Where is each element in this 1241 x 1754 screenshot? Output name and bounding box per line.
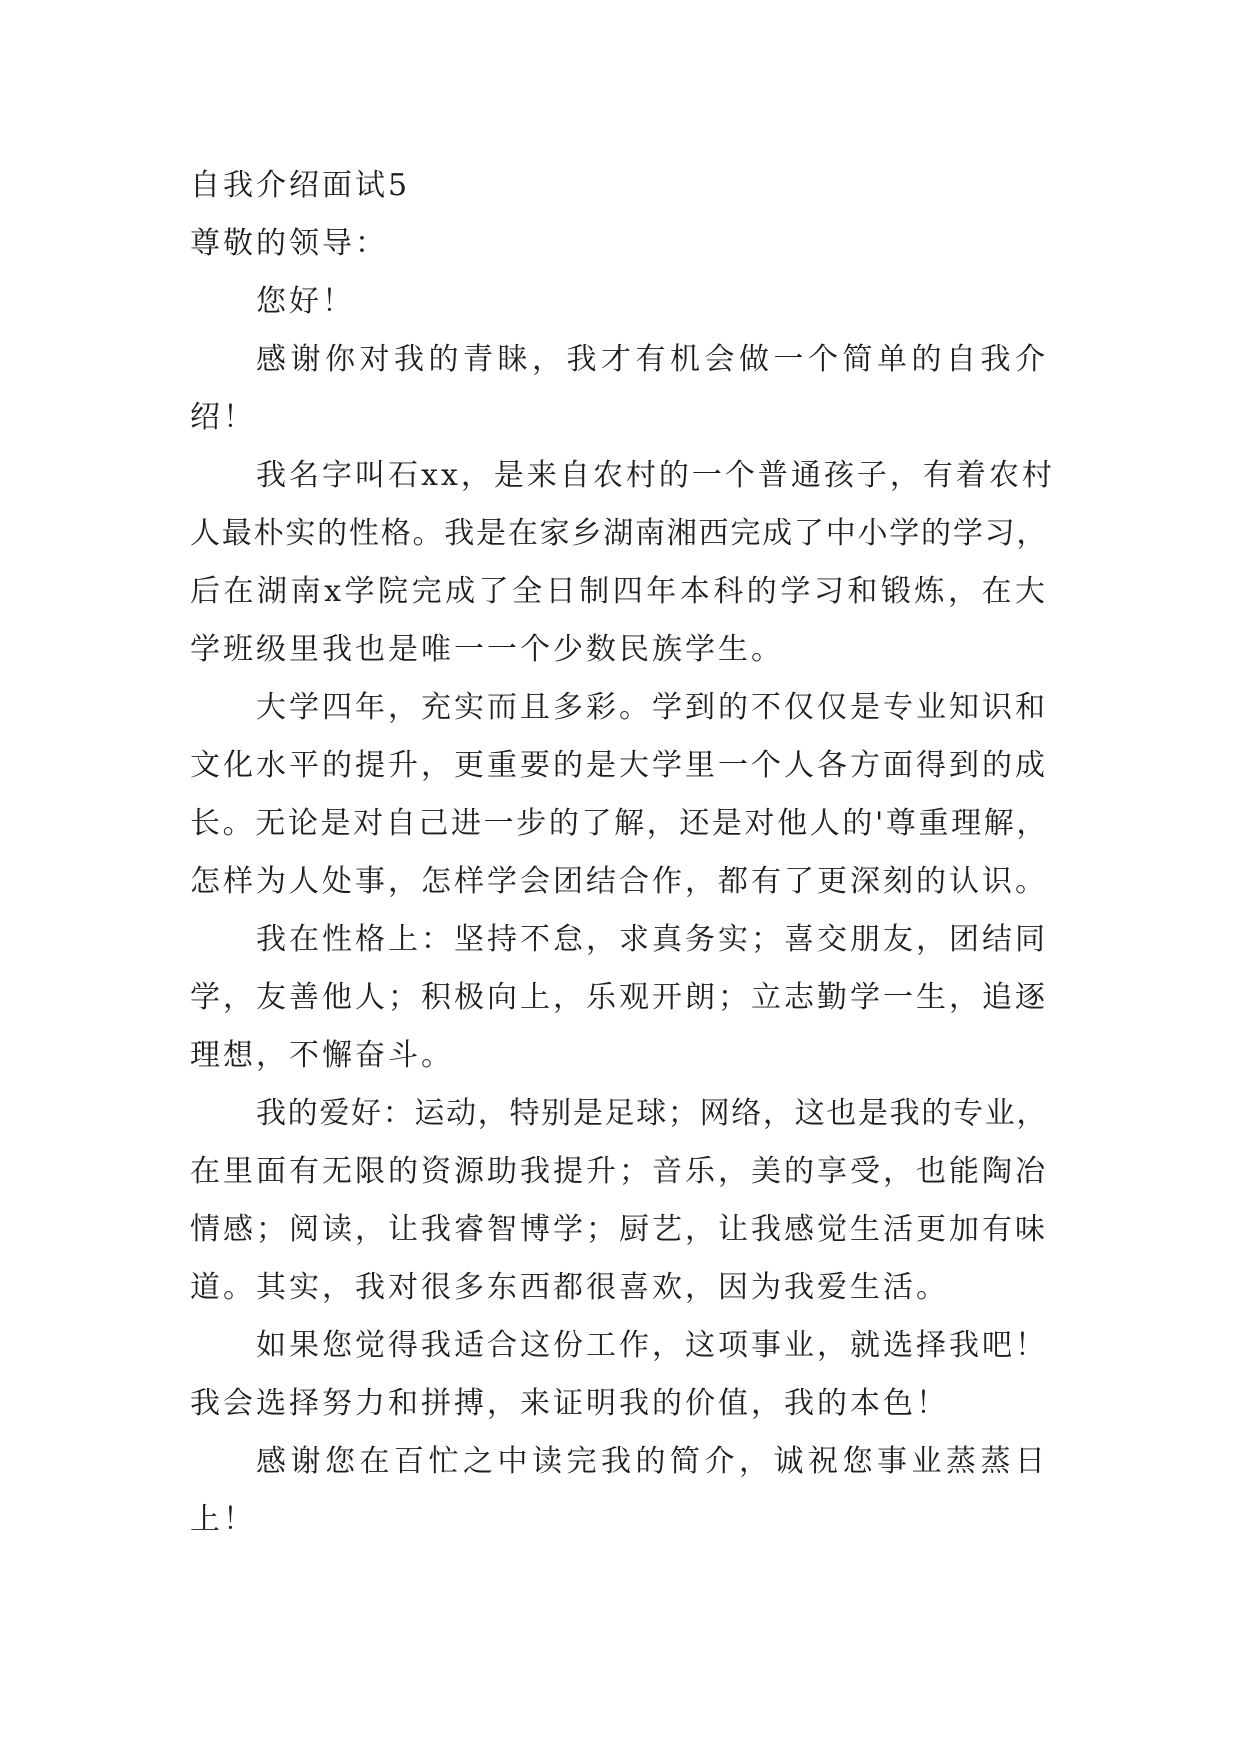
paragraph-line: 我的爱好：运动，特别是足球；网络，这也是我的专业，: [256, 1096, 1048, 1131]
paragraph-line: 道。其实，我对很多东西都很喜欢，因为我爱生活。: [190, 1270, 949, 1305]
paragraph-line: 感谢你对我的青睐，我才有机会做一个简单的自我介: [256, 342, 1048, 377]
paragraph-line: 学，友善他人；积极向上，乐观开朗；立志勤学一生，追逐: [190, 980, 1048, 1015]
paragraph-line: 学班级里我也是唯一一个少数民族学生。: [190, 632, 784, 667]
paragraph-hobbies: [190, 1085, 1048, 1317]
salutation: 尊敬的领导：: [190, 226, 388, 261]
paragraph-request: [190, 1317, 1048, 1433]
paragraph-line: 人最朴实的性格。我是在家乡湖南湘西完成了中小学的学习，: [190, 516, 1048, 551]
document-body: [190, 157, 1055, 1549]
paragraph-line: 后在湖南x学院完成了全日制四年本科的学习和锻炼，在大: [190, 574, 1048, 609]
paragraph-closing: [190, 1433, 1048, 1549]
paragraph-university: [190, 679, 1048, 911]
paragraph-line: 如果您觉得我适合这份工作，这项事业，就选择我吧！: [256, 1328, 1048, 1363]
paragraph-line: 怎样为人处事，怎样学会团结合作，都有了更深刻的认识。: [190, 864, 1048, 899]
paragraph-line: 我名字叫石xx，是来自农村的一个普通孩子，有着农村: [256, 458, 1055, 493]
paragraph-line: 文化水平的提升，更重要的是大学里一个人各方面得到的成: [190, 748, 1048, 783]
document-title: 自我介绍面试5: [190, 168, 411, 203]
paragraph-line: 我在性格上：坚持不怠，求真务实；喜交朋友，团结同: [256, 922, 1048, 957]
paragraph-greeting: [190, 273, 1048, 331]
paragraph-line: 理想，不懈奋斗。: [190, 1038, 454, 1073]
paragraph-line: 感谢您在百忙之中读完我的简介，诚祝您事业蒸蒸日: [256, 1444, 1048, 1479]
paragraph-personality: [190, 911, 1048, 1085]
paragraph-line: 我会选择努力和拼搏，来证明我的价值，我的本色！: [190, 1386, 949, 1421]
paragraph-thanks: [190, 331, 1048, 447]
paragraph-line: 上！: [190, 1502, 256, 1537]
paragraph-line: 在里面有无限的资源助我提升；音乐，美的享受，也能陶冶: [190, 1154, 1048, 1189]
paragraph-line: 大学四年，充实而且多彩。学到的不仅仅是专业知识和: [256, 690, 1048, 725]
paragraph-line: 您好！: [256, 284, 355, 319]
paragraph-background: [190, 447, 1055, 679]
paragraph-line: 长。无论是对自己进一步的了解，还是对他人的'尊重理解，: [190, 806, 1048, 841]
paragraph-line: 绍！: [190, 400, 256, 435]
paragraph-line: 情感；阅读，让我睿智博学；厨艺，让我感觉生活更加有味: [190, 1212, 1048, 1247]
